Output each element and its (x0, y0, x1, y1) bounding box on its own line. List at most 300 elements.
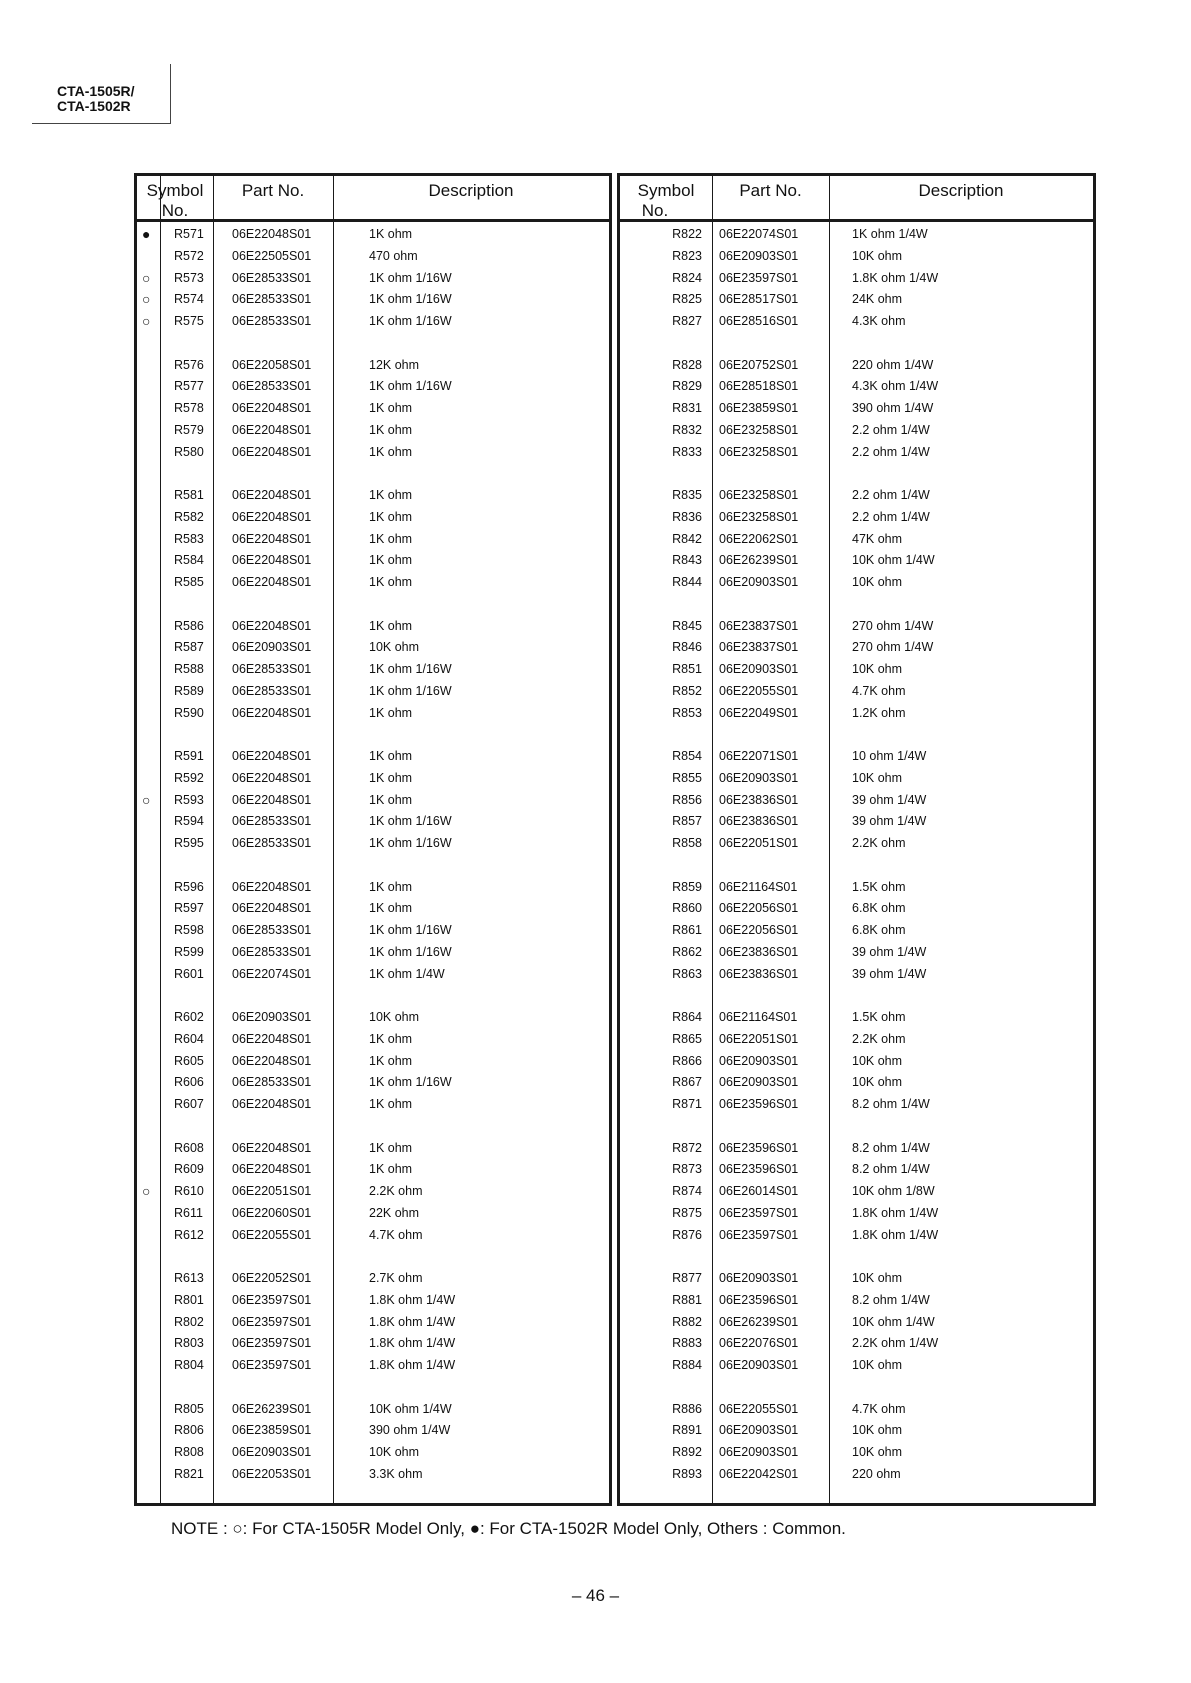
symbol-cell: R573 (174, 270, 204, 285)
table-row (620, 1398, 1093, 1420)
table-row (620, 810, 1093, 832)
part-number-cell: 06E22048S01 (232, 553, 312, 568)
table-row (137, 1332, 609, 1354)
description-cell: 1.5K ohm (852, 879, 906, 894)
part-number-cell: 06E22074S01 (719, 227, 799, 241)
table-row (137, 897, 609, 919)
description-cell: 39 ohm 1/4W (852, 814, 927, 829)
table-row (137, 354, 609, 376)
table-row (620, 288, 1093, 310)
description-cell: 1K ohm 1/16W (369, 1075, 452, 1090)
description-cell: 8.2 ohm 1/4W (852, 1292, 930, 1307)
part-number-cell: 06E22048S01 (232, 531, 312, 546)
description-cell: 1K ohm 1/16W (369, 292, 452, 307)
header-symbol: Symbol (637, 181, 695, 200)
part-number-cell: 06E26239S01 (719, 553, 799, 568)
table-row (137, 1137, 609, 1159)
part-number-cell: 06E22048S01 (232, 618, 312, 633)
table-row (137, 1419, 609, 1441)
description-cell: 10K ohm 1/4W (369, 1401, 452, 1416)
description-cell: 10K ohm (369, 1445, 420, 1459)
description-cell: 2.7K ohm (369, 1271, 423, 1285)
description-cell: 1K ohm (369, 553, 413, 568)
description-cell: 12K ohm (369, 357, 420, 372)
part-number-cell: 06E28533S01 (232, 814, 312, 829)
table-row (137, 1311, 609, 1333)
description-cell: 1K ohm (369, 444, 413, 459)
description-cell: 10 ohm 1/4W (852, 749, 927, 763)
symbol-cell: R823 (672, 248, 702, 263)
part-number-cell: 06E28533S01 (232, 683, 312, 698)
part-number-cell: 06E23837S01 (719, 618, 799, 633)
table-row (137, 441, 609, 463)
description-cell: 10K ohm 1/4W (852, 553, 935, 568)
part-number-cell: 06E22048S01 (232, 705, 312, 720)
table-row (620, 1419, 1093, 1441)
symbol-cell: R854 (672, 749, 702, 763)
table-row (137, 1441, 609, 1463)
table-row (137, 767, 609, 789)
part-number-cell: 06E22048S01 (232, 770, 312, 785)
symbol-cell: R596 (174, 879, 204, 894)
table-row (137, 636, 609, 658)
description-cell: 1K ohm (369, 227, 413, 241)
table-row (620, 963, 1093, 985)
table-row (137, 745, 609, 767)
symbol-cell: R852 (672, 683, 702, 698)
model-number (57, 84, 135, 114)
description-cell: 1K ohm 1/4W (369, 966, 445, 981)
symbol-cell: R856 (672, 792, 702, 807)
part-number-cell: 06E20903S01 (719, 770, 799, 785)
table-row (137, 1202, 609, 1224)
table-row (620, 1441, 1093, 1463)
table-row (620, 1332, 1093, 1354)
part-number-cell: 06E21164S01 (719, 1010, 798, 1024)
description-cell: 10K ohm 1/8W (852, 1184, 935, 1198)
table-row (620, 571, 1093, 593)
symbol-cell: R590 (174, 705, 204, 720)
part-number-cell: 06E22048S01 (232, 422, 312, 437)
table-row (137, 963, 609, 985)
description-cell: 1K ohm 1/16W (369, 923, 452, 937)
table-row (620, 941, 1093, 963)
part-number-cell: 06E23859S01 (719, 401, 799, 415)
symbol-cell: R877 (672, 1271, 702, 1285)
description-cell: 39 ohm 1/4W (852, 944, 927, 959)
table-row (620, 1093, 1093, 1115)
model-line-1: CTA-1505R/ (57, 83, 135, 99)
description-cell: 270 ohm 1/4W (852, 618, 934, 633)
description-cell: 1K ohm 1/16W (369, 662, 452, 676)
symbol-cell: R576 (174, 357, 204, 372)
symbol-cell: R592 (174, 770, 204, 785)
description-cell: 1K ohm (369, 879, 413, 894)
table-row (620, 1180, 1093, 1202)
description-cell: 1.8K ohm 1/4W (369, 1314, 456, 1329)
symbol-cell: R595 (174, 836, 204, 850)
model-mark: ○ (142, 1183, 151, 1199)
description-cell: 39 ohm 1/4W (852, 966, 927, 981)
model-mark: ○ (142, 269, 151, 286)
part-number-cell: 06E28533S01 (232, 379, 312, 394)
symbol-cell: R583 (174, 531, 204, 546)
description-cell: 390 ohm 1/4W (852, 401, 934, 415)
part-number-cell: 06E28516S01 (719, 314, 799, 328)
symbol-cell: R882 (672, 1314, 702, 1329)
symbol-cell: R594 (174, 814, 204, 829)
symbol-cell: R602 (174, 1010, 204, 1024)
symbol-cell: R863 (672, 966, 702, 981)
symbol-cell: R881 (672, 1292, 702, 1307)
table-row (620, 223, 1093, 245)
part-number-cell: 06E26239S01 (719, 1314, 799, 1329)
table-row (620, 1050, 1093, 1072)
table-row (620, 658, 1093, 680)
part-number-cell: 06E20903S01 (719, 1445, 799, 1459)
symbol-cell: R892 (672, 1445, 702, 1459)
header-description: Description (918, 181, 1004, 200)
table-row (137, 1050, 609, 1072)
symbol-cell: R601 (174, 966, 204, 981)
table-row (620, 615, 1093, 637)
description-cell: 220 ohm 1/4W (852, 357, 934, 372)
part-number-cell: 06E20903S01 (232, 1445, 312, 1459)
part-number-cell: 06E23596S01 (719, 1162, 799, 1177)
symbol-cell: R611 (174, 1205, 203, 1220)
description-cell: 1K ohm 1/16W (369, 379, 452, 394)
symbol-cell: R606 (174, 1075, 204, 1090)
description-cell: 1K ohm (369, 1097, 413, 1111)
description-cell: 1K ohm (369, 705, 413, 720)
part-number-cell: 06E23596S01 (719, 1097, 799, 1111)
symbol-cell: R860 (672, 901, 702, 916)
symbol-cell: R864 (672, 1010, 702, 1024)
part-number-cell: 06E22049S01 (719, 705, 799, 720)
description-cell: 8.2 ohm 1/4W (852, 1140, 930, 1155)
part-number-cell: 06E28533S01 (232, 292, 312, 307)
table-row (620, 1267, 1093, 1289)
symbol-cell: R861 (672, 923, 702, 937)
header-part-no: Part No. (739, 181, 802, 200)
table-row (137, 549, 609, 571)
header-symbol-no: No. (161, 201, 189, 220)
description-cell: 2.2K ohm (369, 1184, 423, 1198)
description-cell: 2.2 ohm 1/4W (852, 444, 930, 459)
description-cell: 470 ohm (369, 248, 418, 263)
part-number-cell: 06E22048S01 (232, 444, 312, 459)
symbol-cell: R588 (174, 662, 204, 676)
symbol-cell: R587 (174, 640, 204, 655)
symbol-cell: R851 (672, 662, 702, 676)
part-number-cell: 06E22053S01 (232, 1466, 312, 1481)
symbol-cell: R845 (672, 618, 702, 633)
part-number-cell: 06E20903S01 (232, 1010, 312, 1024)
description-cell: 1K ohm 1/16W (369, 836, 452, 850)
part-number-cell: 06E20903S01 (719, 1271, 799, 1285)
part-number-cell: 06E20903S01 (719, 575, 799, 589)
symbol-cell: R805 (174, 1401, 204, 1416)
table-row (137, 506, 609, 528)
description-cell: 10K ohm (852, 770, 903, 785)
part-number-cell: 06E22505S01 (232, 248, 312, 263)
symbol-cell: R843 (672, 553, 702, 568)
part-number-cell: 06E22052S01 (232, 1271, 312, 1285)
header-description: Description (428, 181, 514, 200)
symbol-cell: R859 (672, 879, 702, 894)
description-cell: 10K ohm (852, 248, 903, 263)
part-number-cell: 06E23836S01 (719, 792, 799, 807)
table-row (137, 397, 609, 419)
description-cell: 2.2 ohm 1/4W (852, 422, 930, 437)
part-number-cell: 06E28533S01 (232, 836, 312, 850)
description-cell: 1K ohm (369, 749, 413, 763)
description-cell: 1.5K ohm (852, 1010, 906, 1024)
description-cell: 1K ohm (369, 901, 413, 916)
table-row (137, 789, 609, 811)
symbol-cell: R578 (174, 401, 204, 415)
part-number-cell: 06E28533S01 (232, 314, 312, 328)
description-cell: 8.2 ohm 1/4W (852, 1162, 930, 1177)
model-divider-vertical (170, 64, 171, 124)
table-row (137, 484, 609, 506)
table-row (620, 267, 1093, 289)
description-cell: 24K ohm (852, 292, 903, 307)
table-row (620, 1311, 1093, 1333)
symbol-cell: R581 (174, 488, 204, 502)
table-row (137, 375, 609, 397)
part-number-cell: 06E20903S01 (719, 662, 799, 676)
description-cell: 1.8K ohm 1/4W (369, 1292, 456, 1307)
table-header (137, 176, 609, 222)
part-number-cell: 06E22056S01 (719, 923, 799, 937)
parts-table-left (134, 173, 612, 1506)
part-number-cell: 06E20903S01 (719, 1423, 799, 1438)
model-mark: ○ (142, 791, 151, 808)
header-symbol: Symbol (146, 181, 204, 200)
part-number-cell: 06E23258S01 (719, 444, 799, 459)
table-row (137, 1180, 609, 1202)
description-cell: 1K ohm (369, 401, 413, 415)
table-row (137, 1224, 609, 1246)
part-number-cell: 06E28533S01 (232, 1075, 312, 1090)
part-number-cell: 06E21164S01 (719, 879, 798, 894)
description-cell: 1K ohm (369, 531, 413, 546)
description-cell: 1.8K ohm 1/4W (852, 1227, 939, 1242)
part-number-cell: 06E23836S01 (719, 966, 799, 981)
description-cell: 10K ohm (852, 1075, 903, 1090)
symbol-cell: R858 (672, 836, 702, 850)
part-number-cell: 06E26239S01 (232, 1401, 312, 1416)
part-number-cell: 06E22060S01 (232, 1205, 312, 1220)
symbol-cell: R593 (174, 792, 204, 807)
table-row (620, 1028, 1093, 1050)
description-cell: 2.2K ohm 1/4W (852, 1336, 939, 1351)
description-cell: 2.2 ohm 1/4W (852, 509, 930, 524)
symbol-cell: R609 (174, 1162, 204, 1177)
symbol-cell: R585 (174, 575, 204, 589)
table-row (620, 1224, 1093, 1246)
symbol-cell: R874 (672, 1184, 702, 1198)
part-number-cell: 06E23837S01 (719, 640, 799, 655)
symbol-cell: R884 (672, 1358, 702, 1372)
symbol-cell: R575 (174, 314, 204, 328)
symbol-cell: R836 (672, 509, 702, 524)
part-number-cell: 06E22048S01 (232, 1097, 312, 1111)
table-row (137, 941, 609, 963)
symbol-cell: R584 (174, 553, 204, 568)
legend-note: NOTE : ○: For CTA-1505R Model Only, ●: For CTA-1502R Model Only, Others : Common. (171, 1519, 846, 1538)
description-cell: 4.7K ohm (852, 683, 906, 698)
table-row (137, 1267, 609, 1289)
description-cell: 10K ohm 1/4W (852, 1314, 935, 1329)
table-row (137, 1093, 609, 1115)
table-row (620, 789, 1093, 811)
symbol-cell: R883 (672, 1336, 702, 1351)
parts-table-right (617, 173, 1096, 1506)
table-row (137, 658, 609, 680)
symbol-cell: R806 (174, 1423, 204, 1438)
description-cell: 1K ohm 1/16W (369, 314, 452, 328)
part-number-cell: 06E28533S01 (232, 923, 312, 937)
part-number-cell: 06E22055S01 (719, 1401, 799, 1416)
symbol-cell: R802 (174, 1314, 204, 1329)
part-number-cell: 06E22051S01 (719, 836, 799, 850)
table-row (620, 549, 1093, 571)
part-number-cell: 06E28518S01 (719, 379, 799, 394)
part-number-cell: 06E22048S01 (232, 1140, 312, 1155)
description-cell: 2.2 ohm 1/4W (852, 488, 930, 502)
description-cell: 270 ohm 1/4W (852, 640, 934, 655)
part-number-cell: 06E22071S01 (719, 749, 799, 763)
table-row (137, 1463, 609, 1485)
symbol-cell: R867 (672, 1075, 702, 1090)
table-row (137, 528, 609, 550)
part-number-cell: 06E23836S01 (719, 814, 799, 829)
description-cell: 1K ohm (369, 509, 413, 524)
symbol-cell: R873 (672, 1162, 702, 1177)
part-number-cell: 06E22048S01 (232, 792, 312, 807)
table-row (137, 1158, 609, 1180)
description-cell: 10K ohm (852, 662, 903, 676)
description-cell: 47K ohm (852, 531, 903, 546)
table-row (620, 1202, 1093, 1224)
symbol-cell: R828 (672, 357, 702, 372)
table-row (137, 876, 609, 898)
description-cell: 2.2K ohm (852, 1031, 906, 1046)
table-row (620, 745, 1093, 767)
description-cell: 1K ohm 1/16W (369, 814, 452, 829)
part-number-cell: 06E22062S01 (719, 531, 799, 546)
part-number-cell: 06E23836S01 (719, 944, 799, 959)
table-row (620, 1071, 1093, 1093)
description-cell: 8.2 ohm 1/4W (852, 1097, 930, 1111)
part-number-cell: 06E22051S01 (232, 1184, 312, 1198)
part-number-cell: 06E23597S01 (232, 1336, 312, 1351)
table-row (137, 615, 609, 637)
description-cell: 10K ohm (852, 1358, 903, 1372)
part-number-cell: 06E20752S01 (719, 357, 799, 372)
description-cell: 1.8K ohm 1/4W (852, 270, 939, 285)
symbol-cell: R832 (672, 422, 702, 437)
symbol-cell: R577 (174, 379, 204, 394)
table-row (620, 919, 1093, 941)
table-row (620, 528, 1093, 550)
symbol-cell: R827 (672, 314, 702, 328)
model-divider-horizontal (32, 123, 171, 124)
symbol-cell: R875 (672, 1205, 702, 1220)
symbol-cell: R801 (174, 1292, 204, 1307)
part-number-cell: 06E23597S01 (719, 1227, 799, 1242)
description-cell: 6.8K ohm (852, 923, 906, 937)
part-number-cell: 06E20903S01 (719, 1075, 799, 1090)
symbol-cell: R582 (174, 509, 204, 524)
symbol-cell: R825 (672, 292, 702, 307)
model-line-2: CTA-1502R (57, 98, 131, 114)
part-number-cell: 06E28517S01 (719, 292, 799, 307)
header-part-no: Part No. (241, 181, 305, 200)
part-number-cell: 06E23597S01 (719, 1205, 799, 1220)
part-number-cell: 06E22051S01 (719, 1031, 799, 1046)
description-cell: 1.8K ohm 1/4W (369, 1336, 456, 1351)
part-number-cell: 06E22048S01 (232, 1053, 312, 1068)
part-number-cell: 06E22048S01 (232, 1031, 312, 1046)
part-number-cell: 06E23597S01 (232, 1314, 312, 1329)
table-row (137, 310, 609, 332)
table-row (137, 810, 609, 832)
description-cell: 10K ohm (852, 1053, 903, 1068)
part-number-cell: 06E22048S01 (232, 575, 312, 589)
symbol-cell: R572 (174, 248, 204, 263)
description-cell: 1K ohm 1/4W (852, 227, 928, 241)
symbol-cell: R589 (174, 683, 204, 698)
part-number-cell: 06E20903S01 (719, 1053, 799, 1068)
symbol-cell: R605 (174, 1053, 204, 1068)
symbol-cell: R866 (672, 1053, 702, 1068)
table-row (620, 1289, 1093, 1311)
symbol-cell: R610 (174, 1184, 204, 1198)
symbol-cell: R842 (672, 531, 702, 546)
part-number-cell: 06E22056S01 (719, 901, 799, 916)
description-cell: 10K ohm (852, 1423, 903, 1438)
part-number-cell: 06E22042S01 (719, 1466, 799, 1481)
table-row (137, 1006, 609, 1028)
symbol-cell: R893 (672, 1466, 702, 1481)
description-cell: 1K ohm 1/16W (369, 683, 452, 698)
description-cell: 1K ohm (369, 618, 413, 633)
part-number-cell: 06E22074S01 (232, 966, 312, 981)
symbol-cell: R862 (672, 944, 702, 959)
description-cell: 1K ohm 1/16W (369, 944, 452, 959)
table-row (137, 680, 609, 702)
table-row (137, 832, 609, 854)
part-number-cell: 06E28533S01 (232, 270, 312, 285)
symbol-cell: R808 (174, 1445, 204, 1459)
symbol-cell: R824 (672, 270, 702, 285)
symbol-cell: R865 (672, 1031, 702, 1046)
part-number-cell: 06E23859S01 (232, 1423, 312, 1438)
symbol-cell: R804 (174, 1358, 204, 1372)
table-row (620, 702, 1093, 724)
symbol-cell: R835 (672, 488, 702, 502)
description-cell: 4.3K ohm (852, 314, 906, 328)
symbol-cell: R872 (672, 1140, 702, 1155)
part-number-cell: 06E22048S01 (232, 901, 312, 916)
symbol-cell: R574 (174, 292, 204, 307)
table-row (137, 919, 609, 941)
symbol-cell: R891 (672, 1423, 702, 1438)
symbol-cell: R803 (174, 1336, 204, 1351)
